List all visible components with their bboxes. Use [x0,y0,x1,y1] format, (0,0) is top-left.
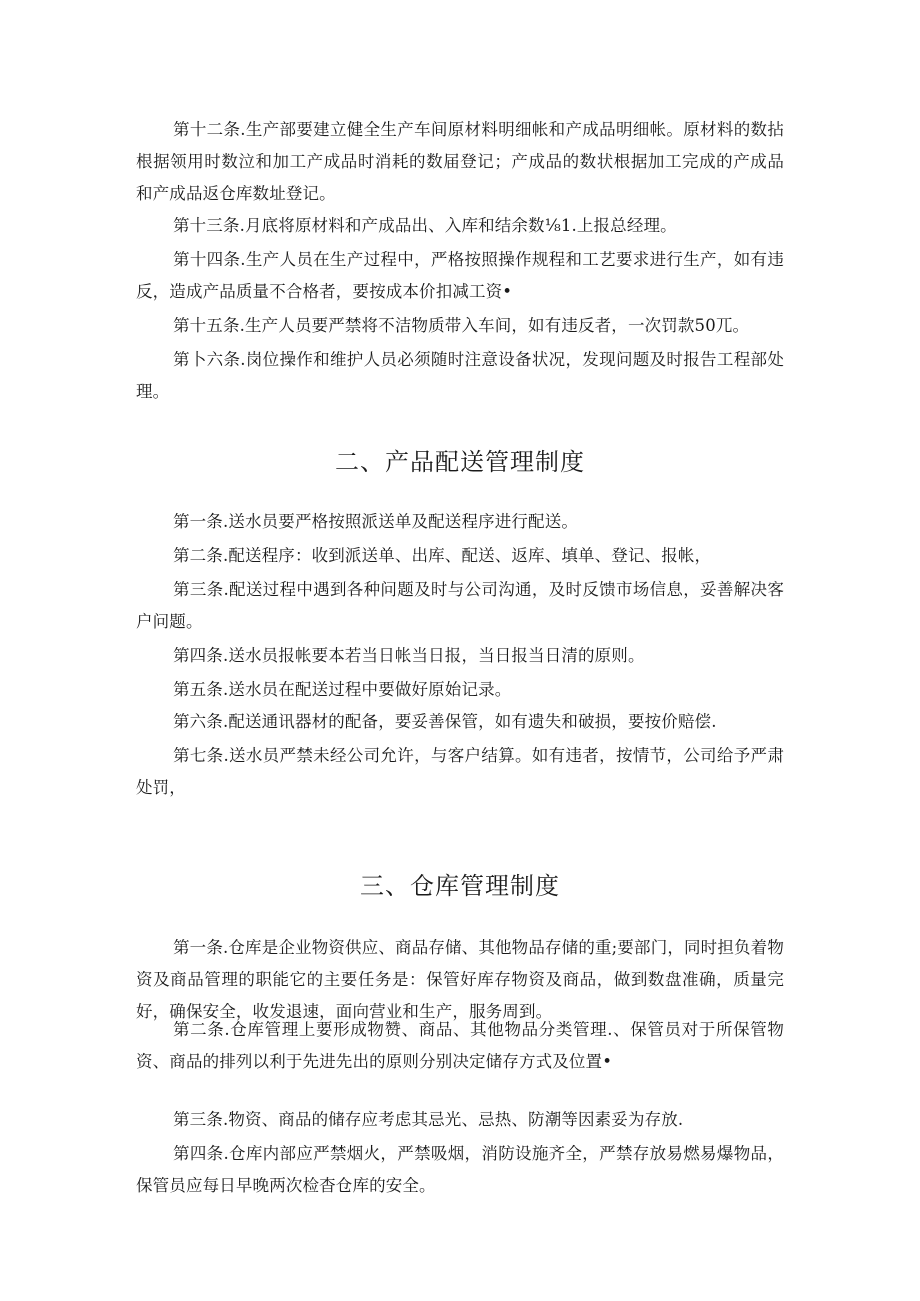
delivery-article-2: 第二条.配送程序：收到派送单、出库、配送、返库、填单、登记、报帐， [173,546,712,565]
delivery-article-4: 第四条.送水员报帐要本若当日帐当日报，当日报当日清的原则。 [173,646,645,665]
delivery-article-6: 第六条.配送通讯器材的配备，要妥善保管，如有遗失和破损，要按价赔偿. [173,712,717,731]
article-12-paragraph: 第十二条.生产部要建立健全生产车间原材料明细帐和产成品明细帐。原材料的数拈根据领用时数泣和加工产成品时消耗的数届登记；产成品的数状根据加工完成的产成品和产成品返仓库数址登记。 [136,120,784,203]
delivery-article-7: 第七条.送水员严禁未经公司允许，与客户结算。如有违者，按情节，公司给予严肃处罚， [136,746,784,797]
delivery-article-3: 第三条.配送过程中遇到各种问题及时与公司沟通，及时反馈市场信息，妥善解决客户问题。 [136,580,784,631]
article-16-paragraph: 第卜六条.岗位操作和维护人员必须随时注意设备状况，发现问题及时报告工程部处理。 [136,350,784,401]
article-15-paragraph: 第十五条.生产人员要严禁将不洁物质带入车间，如有违反者，一次罚款50兀。 [173,316,750,335]
warehouse-article-4: 第四条.仓库内部应严禁烟火，严禁吸烟，消防设施齐全，严禁存放易燃易爆物品，保管员应每日早晚两次检杳仓库的安全。 [136,1144,784,1195]
article-14-paragraph: 第十四条.生产人员在生产过程中，严格按照操作规程和工艺要求进行生产，如有违反，造成产品质量不合格者，要按成本价扣减工资• [136,250,784,301]
section-3-title: 三、仓库管理制度 [360,872,560,900]
article-13-paragraph: 第十三条.月底将原材料和产成品出、入库和结余数⅛1.上报总经理。 [173,216,677,235]
warehouse-article-3: 第三条.物资、商品的储存应考虑其忌光、忌热、防潮等因素妥为存放. [173,1110,684,1129]
delivery-article-1: 第一条.送水员要严格按照派送单及配送程序进行配送。 [173,512,578,531]
delivery-article-5: 第五条.送水员在配送过程中要做好原始记录。 [173,680,512,699]
warehouse-article-2: 第二条.仓库管理上要形成物赞、商品、其他物品分类管理.、保管员对于所保管物资、商品的排列以利于先进先出的原则分别决定储存方式及位置• [136,1020,784,1071]
section-2-title: 二、产品配送管理制度 [335,448,585,476]
warehouse-article-1: 第一条.仓库是企业物资供应、商品存储、其他物品存储的重;要部门，同时担负着物资及商品管理的职能它的主要任务是：保管好库存物资及商品，做到数盘准确，质量完好，确保安全，收发退速，面向营业和生产，服务周到。 [136,938,784,1021]
